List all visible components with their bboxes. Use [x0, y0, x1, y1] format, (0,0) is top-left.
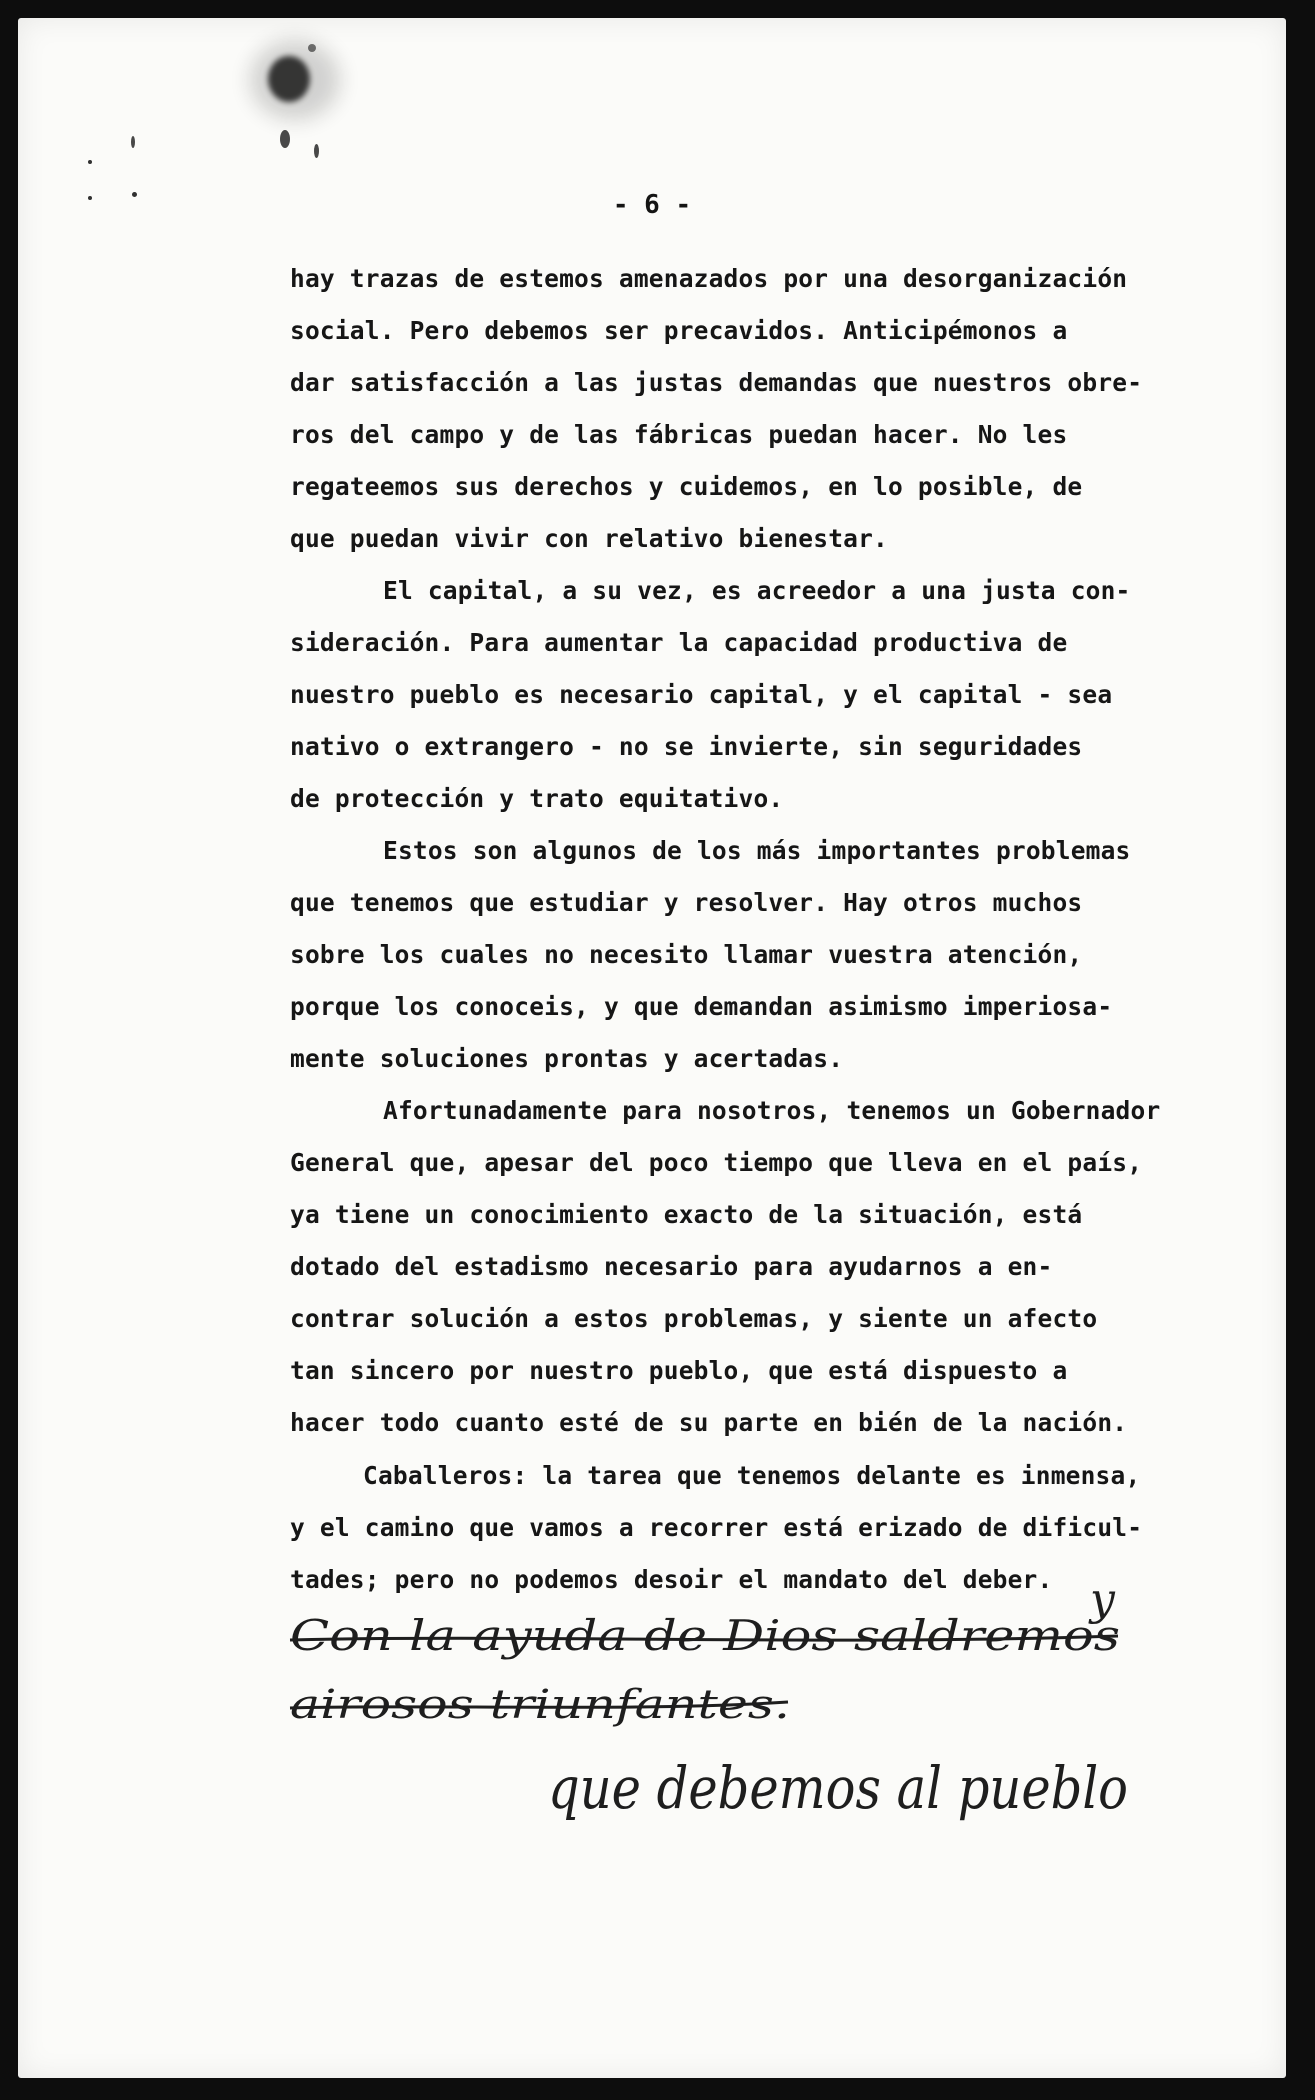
text-line: que puedan vivir con relativo bienestar. [290, 524, 889, 553]
handwritten-annotations [18, 18, 1286, 2078]
text-line: social. Pero debemos ser precavidos. Anticipémonos a [290, 316, 1068, 345]
text-line: Caballeros: la tarea que tenemos delante es inmensa, [363, 1461, 1141, 1490]
text-line: tan sincero por nuestro pueblo, que está dispuesto a [290, 1356, 1068, 1385]
handwritten-insertion: que debemos al pueblo [548, 1754, 1128, 1822]
text-line: General que, apesar del poco tiempo que lleva en el país, [290, 1148, 1143, 1177]
text-line: sideración. Para aumentar la capacidad productiva de [290, 628, 1068, 657]
handwritten-inserted-comma: y [1090, 1574, 1115, 1625]
text-line: hacer todo cuanto esté de su parte en bién de la nación. [290, 1408, 1128, 1437]
text-line: porque los conoceis, y que demandan asimismo imperiosa- [290, 992, 1113, 1021]
text-line: regateemos sus derechos y cuidemos, en lo posible, de [290, 472, 1083, 501]
text-line: nativo o extrangero - no se invierte, sin seguridades [290, 732, 1083, 761]
text-line: contrar solución a estos problemas, y siente un afecto [290, 1304, 1098, 1333]
text-line: que tenemos que estudiar y resolver. Hay otros muchos [290, 888, 1083, 917]
text-line: ros del campo y de las fábricas puedan hacer. No les [290, 420, 1068, 449]
text-line: nuestro pueblo es necesario capital, y el capital - sea [290, 680, 1113, 709]
text-line: Afortunadamente para nosotros, tenemos un Gobernador [383, 1096, 1161, 1125]
text-line: dotado del estadismo necesario para ayudarnos a en- [290, 1252, 1053, 1281]
text-line: de protección y trato equitativo. [290, 784, 784, 813]
handwritten-struck-line-1: Con la ayuda de Dios saldremos [290, 1611, 1120, 1660]
text-line: mente soluciones prontas y acertadas. [290, 1044, 844, 1073]
text-line: sobre los cuales no necesito llamar vuestra atención, [290, 940, 1083, 969]
text-line: Estos son algunos de los más importantes problemas [383, 836, 1131, 865]
text-line: hay trazas de estemos amenazados por una desorganización [290, 264, 1128, 293]
page-number: - 6 - [612, 190, 692, 220]
handwritten-struck-line-2: airosos triunfantes. [290, 1682, 790, 1728]
text-line: ya tiene un conocimiento exacto de la situación, está [290, 1200, 1083, 1229]
document-page [18, 18, 1286, 2078]
text-line: y el camino que vamos a recorrer está erizado de dificul- [290, 1513, 1143, 1542]
text-line: tades; pero no podemos desoir el mandato del deber. [290, 1565, 1053, 1594]
text-line: dar satisfacción a las justas demandas que nuestros obre- [290, 368, 1143, 397]
text-line: El capital, a su vez, es acreedor a una justa con- [383, 576, 1131, 605]
